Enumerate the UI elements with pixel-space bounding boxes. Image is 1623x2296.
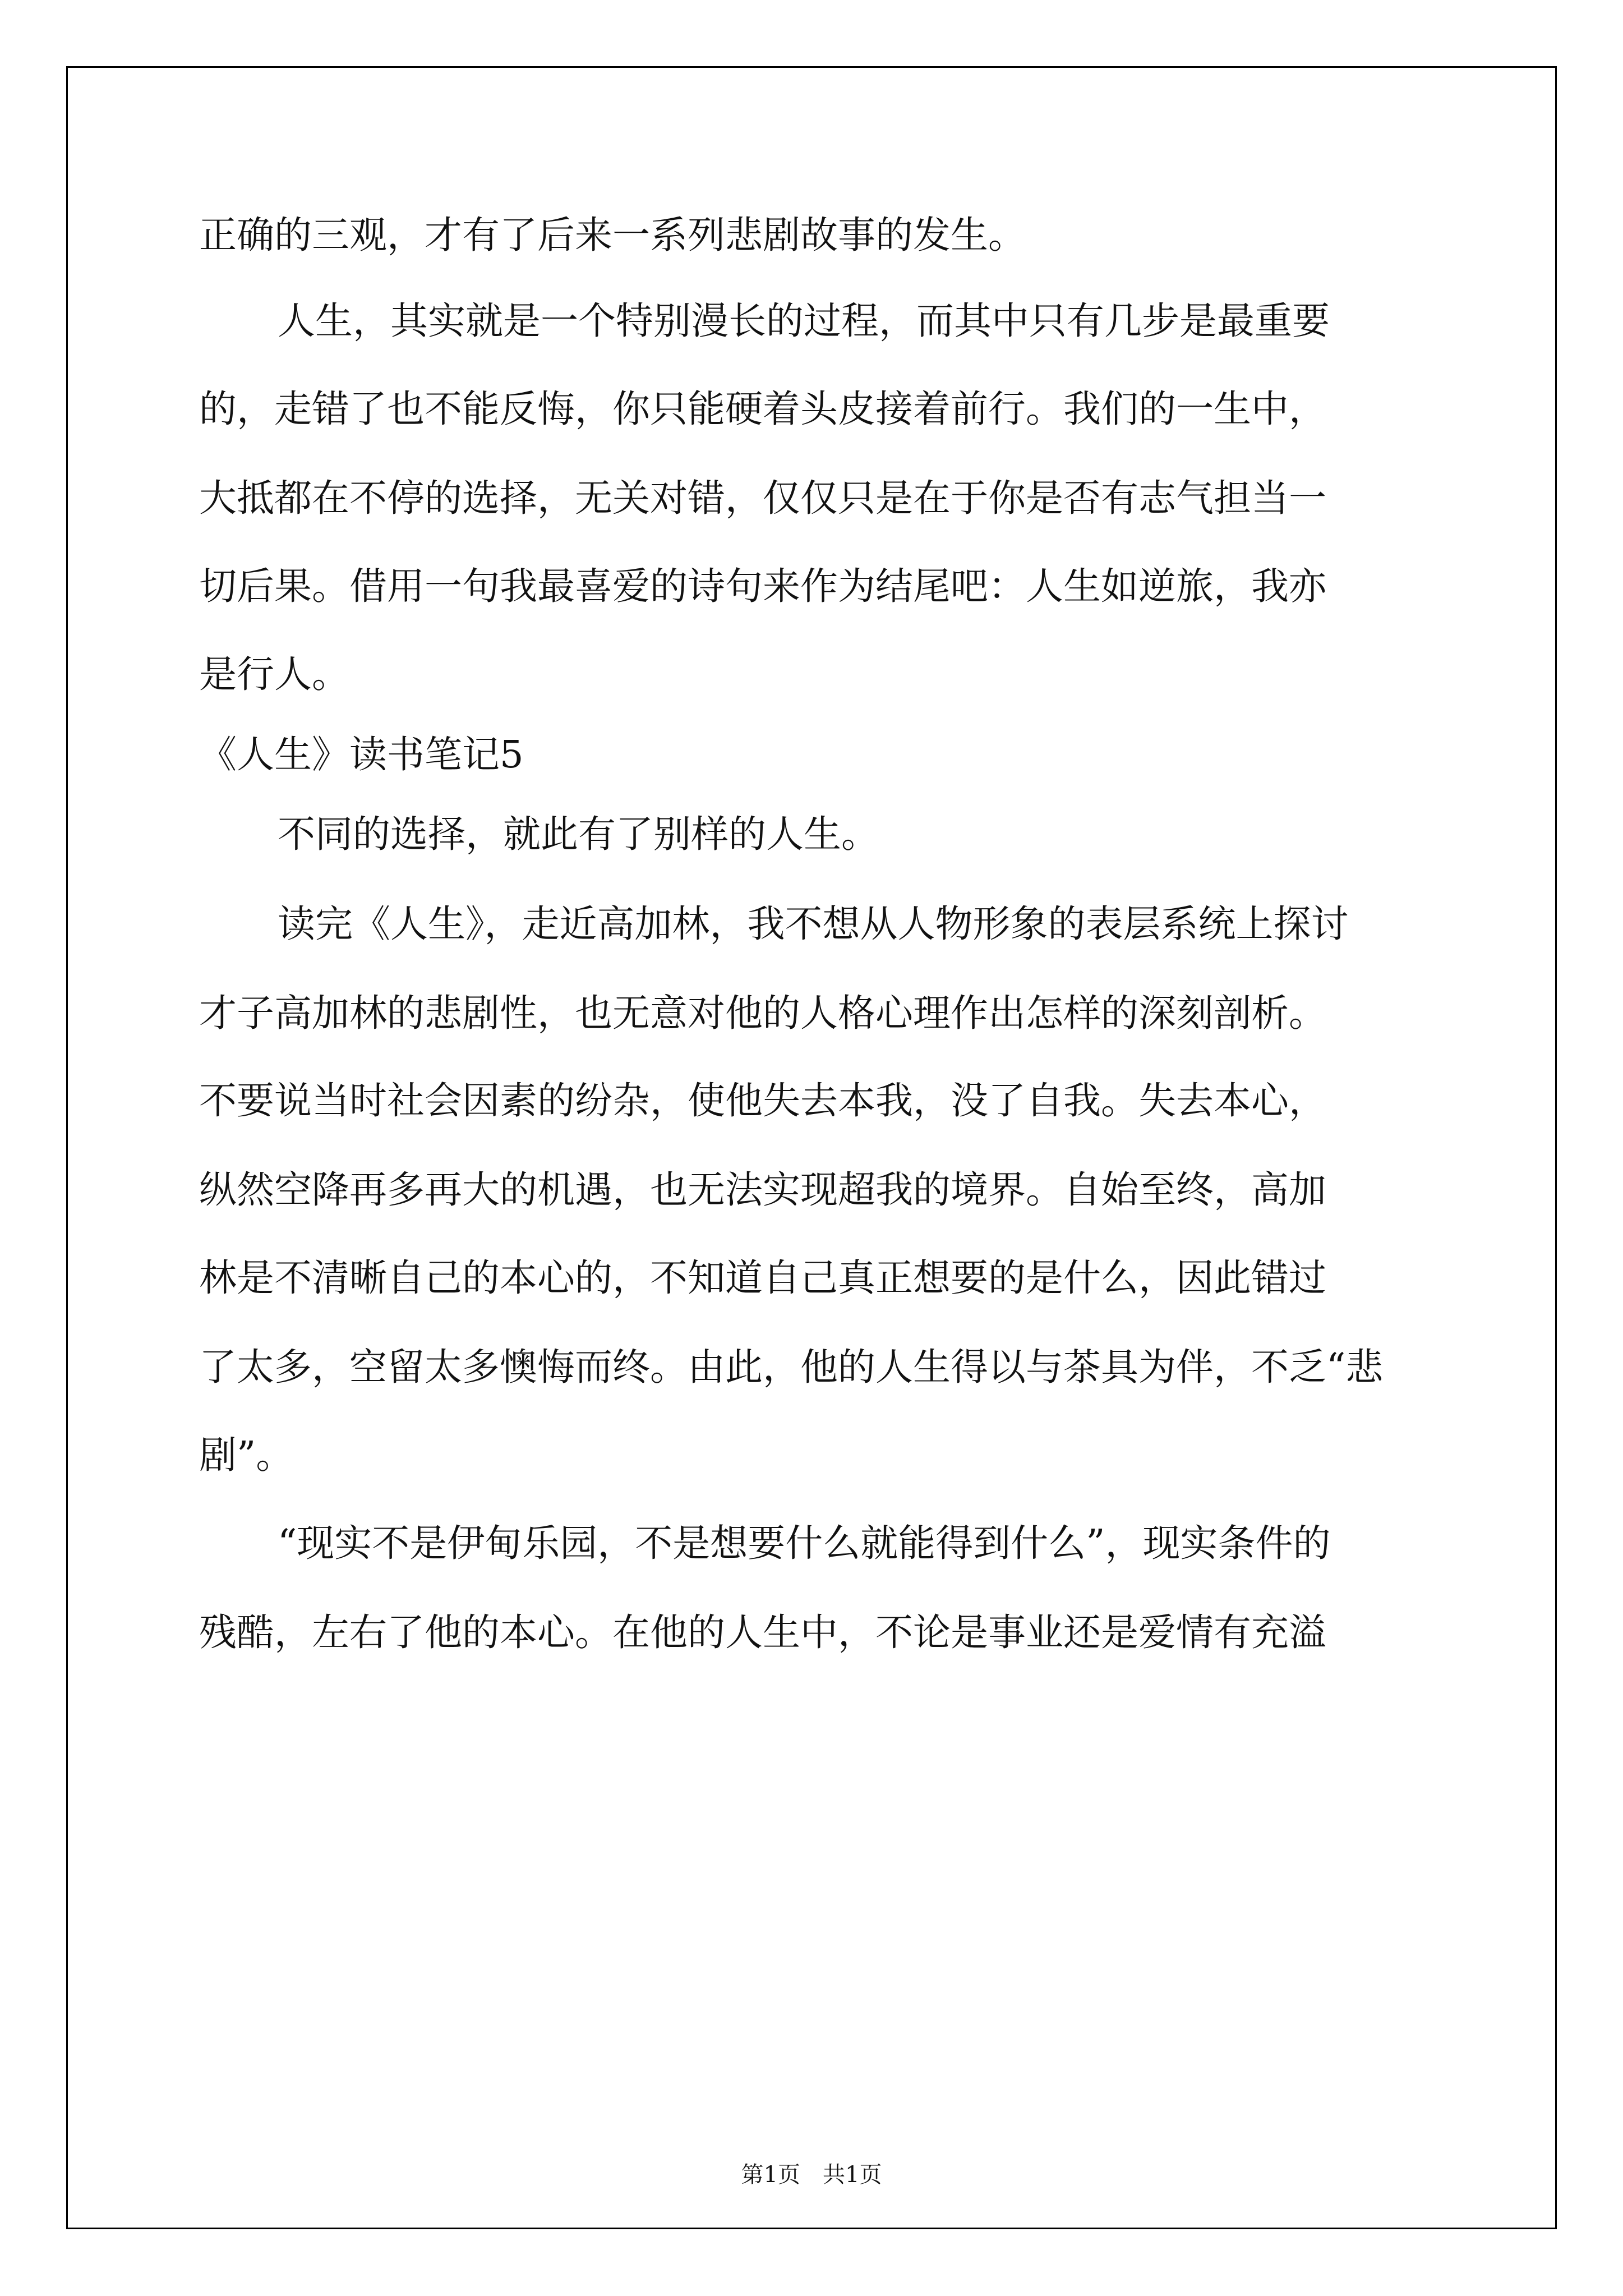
text-line: 了太多，空留太多懊悔而终。由此，他的人生得以与茶具为伴，不乏“悲: [199, 1345, 1384, 1389]
text-line: “现实不是伊甸乐园，不是想要什么就能得到什么”，现实条件的: [278, 1521, 1331, 1565]
text-line: 大抵都在不停的选择，无关对错，仅仅只是在于你是否有志气担当一: [199, 476, 1326, 520]
section-heading: 《人生》读书笔记5: [199, 733, 524, 776]
text-line: 是行人。: [199, 652, 349, 696]
text-line: 残酷，左右了他的本心。在他的人生中，不论是事业还是爱情有充溢: [199, 1611, 1326, 1654]
text-line: 林是不清晰自己的本心的，不知道自己真正想要的是什么，因此错过: [199, 1256, 1326, 1300]
text-line: 读完《人生》，走近高加林，我不想从人物形象的表层系统上探讨: [278, 902, 1349, 946]
text-line: 不要说当时社会因素的纷杂，使他失去本我，没了自我。失去本心，: [199, 1079, 1326, 1122]
text-line: 纵然空降再多再大的机遇，也无法实现超我的境界。自始至终，高加: [199, 1168, 1326, 1212]
text-line: 不同的选择，就此有了别样的人生。: [278, 812, 879, 856]
text-line: 切后果。借用一句我最喜爱的诗句来作为结尾吧：人生如逆旅，我亦: [199, 564, 1326, 608]
text-line: 才子高加林的悲剧性，也无意对他的人格心理作出怎样的深刻剖析。: [199, 991, 1326, 1035]
page-footer: 第1页 共1页: [741, 2162, 882, 2188]
text-line: 人生，其实就是一个特别漫长的过程，而其中只有几步是最重要: [278, 299, 1330, 343]
text-line: 正确的三观，才有了后来一系列悲剧故事的发生。: [199, 213, 1026, 257]
text-line: 剧”。: [199, 1433, 294, 1477]
text-line: 的，走错了也不能反悔，你只能硬着头皮接着前行。我们的一生中，: [199, 387, 1326, 431]
